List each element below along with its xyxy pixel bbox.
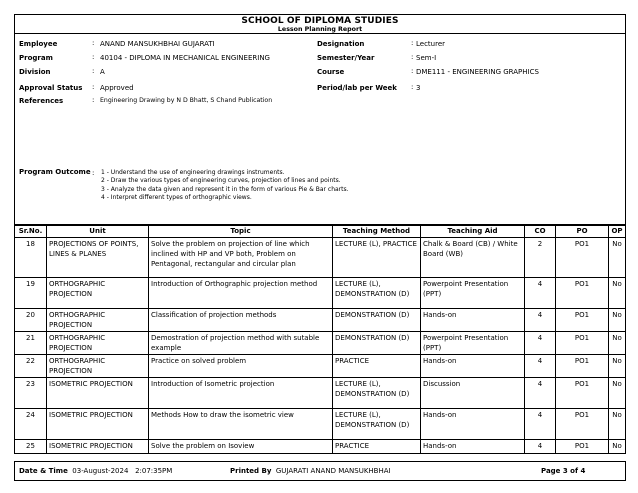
program-label: Program [19, 54, 53, 62]
cell-srno: 23 [15, 378, 47, 409]
cell-unit: ORTHOGRAPHIC PROJECTION [47, 355, 149, 378]
cell-op: No [609, 355, 626, 378]
cell-co: 4 [525, 278, 556, 309]
colon: : [411, 67, 414, 75]
cell-op: No [609, 332, 626, 355]
cell-teaching-method: PRACTICE [333, 440, 421, 454]
datetime [19, 467, 172, 475]
cell-unit: ORTHOGRAPHIC PROJECTION [47, 309, 149, 332]
cell-po: PO1 [556, 278, 609, 309]
cell-srno: 25 [15, 440, 47, 454]
cell-po: PO1 [556, 440, 609, 454]
cell-teaching-method: DEMONSTRATION (D) [333, 309, 421, 332]
printed-by-value: GUJARATI ANAND MANSUKHBHAI [275, 467, 391, 475]
cell-topic: Classification of projection methods [149, 309, 333, 332]
program-value: 40104 - DIPLOMA IN MECHANICAL ENGINEERING [100, 54, 270, 62]
cell-po: PO1 [556, 378, 609, 409]
cell-topic: Introduction of Isometric projection [149, 378, 333, 409]
table-row [15, 238, 626, 278]
program-outcome-label: Program Outcome [19, 168, 91, 176]
cell-srno: 19 [15, 278, 47, 309]
course-value: DME111 - ENGINEERING GRAPHICS [416, 68, 539, 76]
outcome-item: 1 - Understand the use of engineering drawings instruments. [101, 169, 285, 176]
employee-value: ANAND MANSUKHBHAI GUJARATI [100, 40, 215, 48]
cell-srno: 20 [15, 309, 47, 332]
cell-unit: ORTHOGRAPHIC PROJECTION [47, 332, 149, 355]
cell-srno: 21 [15, 332, 47, 355]
header-topic: Topic [149, 226, 333, 238]
datetime-label: Date & Time [19, 467, 68, 475]
cell-op: No [609, 409, 626, 440]
cell-teaching-aid: Powerpoint Presentation (PPT) [421, 332, 525, 355]
cell-topic: Practice on solved problem [149, 355, 333, 378]
school-title: SCHOOL OF DIPLOMA STUDIES [241, 16, 399, 26]
cell-po: PO1 [556, 309, 609, 332]
table-row [15, 278, 626, 309]
colon: : [92, 53, 95, 61]
table-row [15, 309, 626, 332]
references-value: Engineering Drawing by N D Bhatt, S Chand Publication [100, 97, 273, 104]
cell-po: PO1 [556, 355, 609, 378]
table-header-row [15, 226, 626, 238]
cell-teaching-aid: Hands-on [421, 409, 525, 440]
colon: : [92, 83, 95, 91]
cell-topic: Solve the problem on Isoview [149, 440, 333, 454]
cell-teaching-method: DEMONSTRATION (D) [333, 332, 421, 355]
cell-srno: 22 [15, 355, 47, 378]
cell-teaching-aid: Chalk & Board (CB) / White Board (WB) [421, 238, 525, 278]
header-po: PO [556, 226, 609, 238]
cell-op: No [609, 278, 626, 309]
colon: : [92, 96, 95, 104]
page-number: Page 3 of 4 [541, 467, 586, 475]
cell-op: No [609, 378, 626, 409]
course-label: Course [317, 68, 345, 76]
cell-co: 2 [525, 238, 556, 278]
printed-by [230, 467, 391, 475]
report-subtitle: Lesson Planning Report [277, 26, 363, 33]
table-row [15, 332, 626, 355]
cell-co: 4 [525, 440, 556, 454]
cell-teaching-aid: Discussion [421, 378, 525, 409]
cell-co: 4 [525, 309, 556, 332]
info-section [14, 33, 626, 225]
cell-co: 4 [525, 378, 556, 409]
employee-label: Employee [19, 40, 58, 48]
cell-teaching-aid: Hands-on [421, 355, 525, 378]
header-co: CO [525, 226, 556, 238]
cell-topic: Introduction of Orthographic projection method [149, 278, 333, 309]
header-op: OP [609, 226, 626, 238]
outcome-item: 4 - Interpret different types of orthographic views. [101, 194, 252, 202]
table-row [15, 355, 626, 378]
cell-teaching-aid: Powerpoint Presentation (PPT) [421, 278, 525, 309]
cell-co: 4 [525, 355, 556, 378]
cell-unit: ISOMETRIC PROJECTION [47, 409, 149, 440]
designation-label: Designation [317, 40, 365, 48]
cell-po: PO1 [556, 409, 609, 440]
table-row [15, 378, 626, 409]
cell-topic: Solve the problem on projection of line which inclined with HP and VP both, Problem on Pentagonal, rectangular and circular plan [149, 238, 333, 278]
period-value: 3 [416, 84, 421, 92]
cell-co: 4 [525, 409, 556, 440]
datetime-value: 03-August-2024 2:07:35PM [72, 467, 173, 475]
report-footer [14, 461, 626, 481]
cell-teaching-method: LECTURE (L), DEMONSTRATION (D) [333, 378, 421, 409]
cell-unit: PROJECTIONS OF POINTS, LINES & PLANES [47, 238, 149, 278]
cell-teaching-method: PRACTICE [333, 355, 421, 378]
cell-co: 4 [525, 332, 556, 355]
cell-op: No [609, 440, 626, 454]
cell-teaching-aid: Hands-on [421, 440, 525, 454]
references-label: References [19, 97, 64, 105]
printed-by-label: Printed By [230, 467, 272, 475]
approval-value: Approved [100, 84, 134, 92]
colon: : [411, 39, 414, 47]
semester-value: Sem-I [416, 54, 437, 62]
cell-teaching-method: LECTURE (L), PRACTICE [333, 238, 421, 278]
division-value: A [100, 68, 105, 76]
cell-teaching-method: LECTURE (L), DEMONSTRATION (D) [333, 278, 421, 309]
division-label: Division [19, 68, 51, 76]
approval-label: Approval Status [19, 84, 83, 92]
cell-unit: ORTHOGRAPHIC PROJECTION [47, 278, 149, 309]
colon: : [92, 169, 95, 177]
semester-label: Semester/Year [317, 54, 375, 62]
outcome-item: 3 - Analyze the data given and represent it in the form of various Pie & Bar charts. [101, 185, 349, 193]
cell-teaching-aid: Hands-on [421, 309, 525, 332]
cell-op: No [609, 238, 626, 278]
header-teaching-method: Teaching Method [333, 226, 421, 238]
cell-po: PO1 [556, 238, 609, 278]
colon: : [411, 53, 414, 61]
cell-topic: Demostration of projection method with sutable example [149, 332, 333, 355]
lesson-plan-table [14, 225, 626, 454]
header-teaching-aid: Teaching Aid [421, 226, 525, 238]
program-outcome-list [101, 169, 349, 203]
table-row [15, 440, 626, 454]
designation-value: Lecturer [416, 40, 446, 48]
report-header [14, 14, 626, 33]
cell-srno: 18 [15, 238, 47, 278]
colon: : [411, 83, 414, 91]
cell-srno: 24 [15, 409, 47, 440]
cell-unit: ISOMETRIC PROJECTION [47, 378, 149, 409]
cell-po: PO1 [556, 332, 609, 355]
colon: : [92, 67, 95, 75]
period-label: Period/lab per Week [317, 84, 397, 92]
cell-teaching-method: LECTURE (L), DEMONSTRATION (D) [333, 409, 421, 440]
header-srno: Sr.No. [15, 226, 47, 238]
header-unit: Unit [47, 226, 149, 238]
cell-topic: Methods How to draw the isometric view [149, 409, 333, 440]
table-row [15, 409, 626, 440]
cell-op: No [609, 309, 626, 332]
outcome-item: 2 - Draw the various types of engineering curves, projection of lines and points. [101, 177, 341, 185]
cell-unit: ISOMETRIC PROJECTION [47, 440, 149, 454]
colon: : [92, 39, 95, 47]
